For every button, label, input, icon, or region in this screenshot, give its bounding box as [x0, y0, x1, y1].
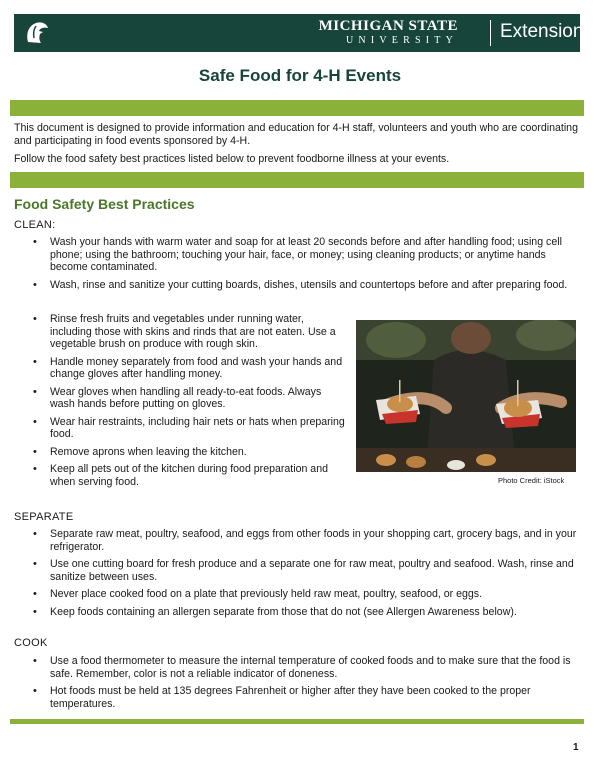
section-heading: Food Safety Best Practices [14, 196, 195, 212]
list-item: • Wash, rinse and sanitize your cutting boards, dishes, utensils and countertops before and after preparing food. [30, 279, 570, 292]
list-item: • Rinse fresh fruits and vegetables under running water, including those with skins and rinds that are not eaten. Use a vegetable brush on produce with rough skin. [30, 313, 348, 351]
msu-extension-header [14, 14, 584, 52]
photo-credit: Photo Credit: iStock [498, 476, 565, 485]
separate-list [30, 528, 578, 623]
extension-label: Extension [500, 21, 584, 42]
list-item: • Handle money separately from food and wash your hands and change gloves after handling money. [30, 356, 348, 381]
green-divider-bar-2 [10, 172, 584, 188]
green-divider-bar-1 [10, 100, 584, 116]
clean-list-bottom [30, 313, 348, 493]
list-item: • Use a food thermometer to measure the internal temperature of cooked foods and to make sure that the food is safe. Remember, color is not a reliable indicator of doneness. [30, 655, 578, 680]
page-title: Safe Food for 4-H Events [198, 66, 402, 85]
clean-list-top [30, 236, 570, 296]
page-number: 1 [573, 742, 579, 753]
list-item: • Use one cutting board for fresh produce and a separate one for raw meat, poultry and seafood. Wash, rinse and sanitize between uses. [30, 558, 578, 583]
list-item: • Keep all pets out of the kitchen during food preparation and when serving food. [30, 463, 348, 488]
brand-divider [490, 20, 491, 46]
clean-label: CLEAN: [14, 219, 56, 231]
food-service-photo [356, 320, 576, 472]
brand-line-1: MICHIGAN STATE [318, 18, 458, 34]
cook-label: COOK [14, 637, 48, 649]
list-item: • Never place cooked food on a plate that previously held raw meat, poultry, seafood, or eggs. [30, 588, 578, 601]
green-footer-bar [10, 719, 584, 724]
list-item: • Hot foods must be held at 135 degrees Fahrenheit or higher after they have been cooked to the proper temperatures. [30, 685, 578, 710]
list-item: • Wash your hands with warm water and soap for at least 20 seconds before and after handling food; using cell phone; using the bathroom; touching your hair, face, or money; using cleaning products; or anytime hands become contaminated. [30, 236, 570, 274]
intro-paragraph-1: This document is designed to provide information and education for 4-H staff, volunteers and youth who are coordinating and participating in food events sponsored by 4-H. [14, 122, 578, 147]
list-item: • Wear hair restraints, including hair nets or hats when preparing food. [30, 416, 348, 441]
brand-line-2: UNIVERSITY [346, 35, 458, 46]
list-item: • Wear gloves when handling all ready-to-eat foods. Always wash hands before putting on gloves. [30, 386, 348, 411]
list-item: • Remove aprons when leaving the kitchen. [30, 446, 348, 459]
msu-wordmark [319, 19, 458, 48]
intro-paragraph-2: Follow the food safety best practices listed below to prevent foodborne illness at your events. [14, 153, 450, 165]
cook-list [30, 655, 578, 715]
spartan-helmet-icon [22, 18, 52, 48]
list-item: • Keep foods containing an allergen separate from those that do not (see Allergen Awareness below). [30, 606, 578, 619]
separate-label: SEPARATE [14, 511, 74, 523]
list-item: • Separate raw meat, poultry, seafood, and eggs from other foods in your shopping cart, grocery bags, and in your refrigerator. [30, 528, 578, 553]
